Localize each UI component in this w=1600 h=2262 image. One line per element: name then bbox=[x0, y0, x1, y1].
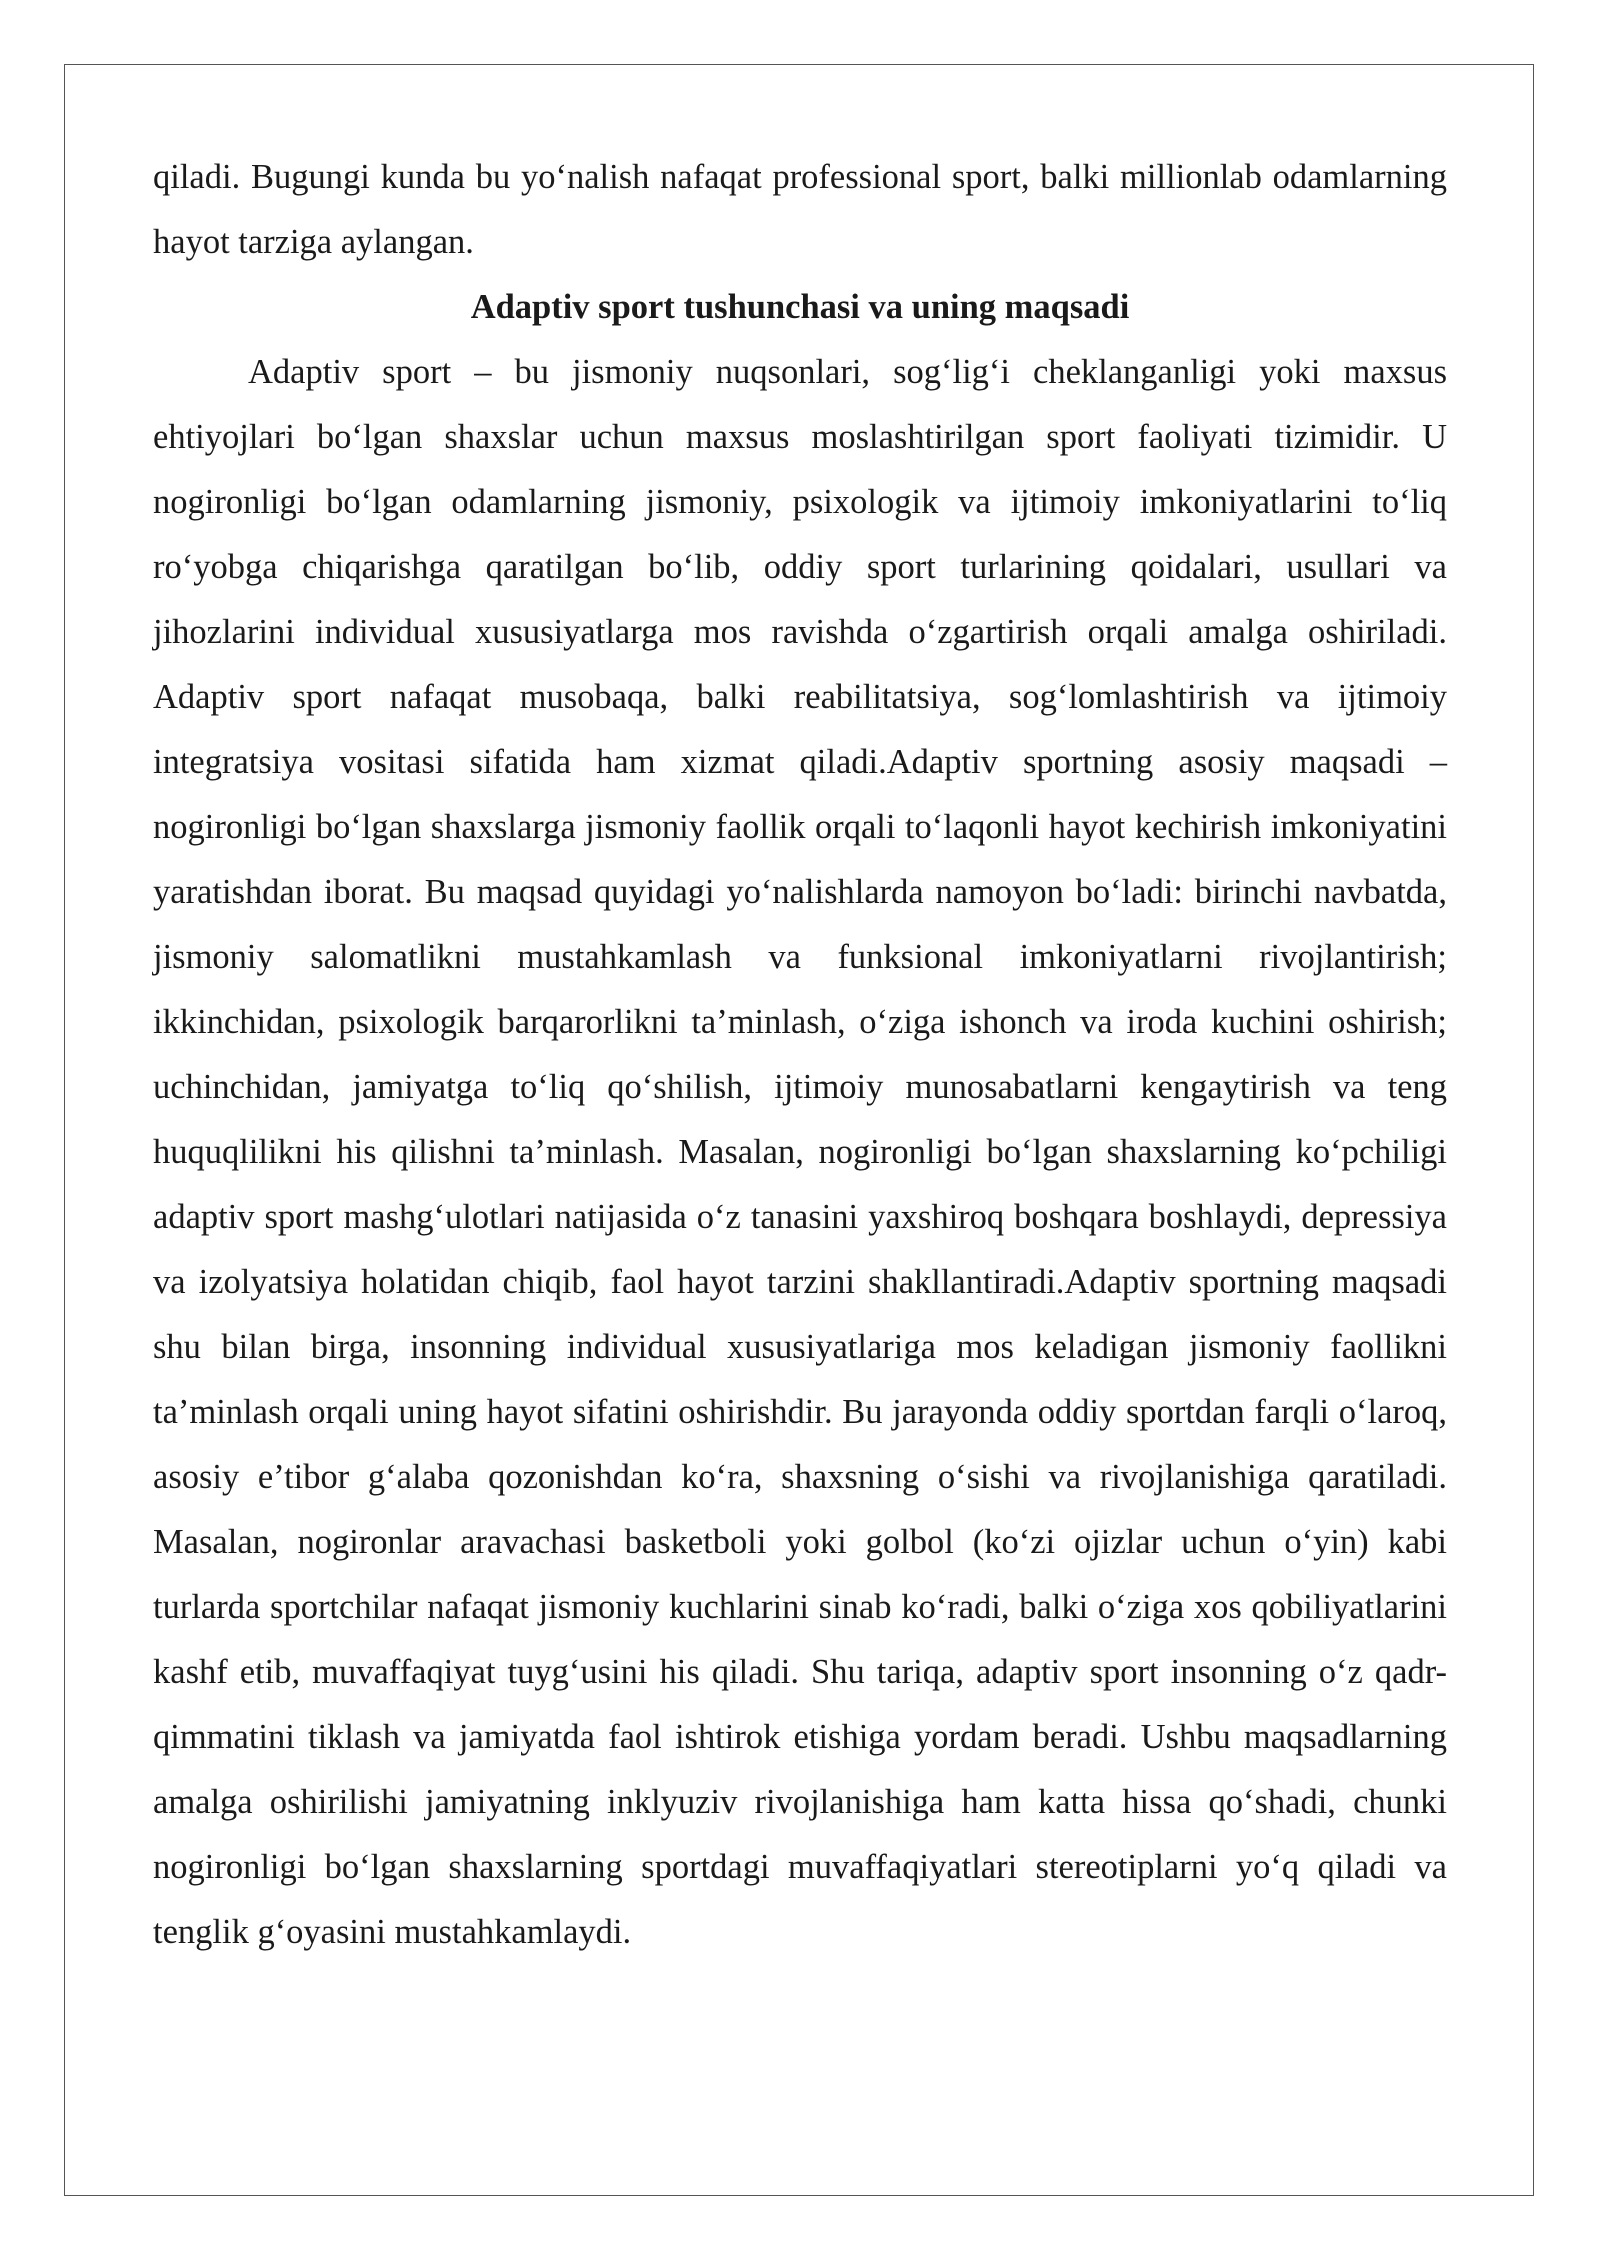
section-heading: Adaptiv sport tushunchasi va uning maqsadi bbox=[470, 288, 1130, 326]
intro-paragraph: qiladi. Bugungi kunda bu yo‘nalish nafaqat professional sport, balki millionlab odamlarning hayot tarziga aylangan. bbox=[153, 158, 1447, 261]
document-body bbox=[153, 145, 1447, 1965]
body-paragraph: Adaptiv sport – bu jismoniy nuqsonlari, sog‘lig‘i cheklanganligi yoki maxsus ehtiyojlari bo‘lgan shaxslar uchun maxsus moslashtirilgan sport faoliyati tizimidir. U nogironligi bo‘lgan odamlarning jismoniy, psixologik va ijtimoiy imkoniyatlarini to‘liq ro‘yobga chiqarishga qaratilgan bo‘lib, oddiy sport turlarining qoidalari, usullari va jihozlarini individual xususiyatlarga mos ravishda o‘zgartirish orqali amalga oshiriladi. Adaptiv sport nafaqat musobaqa, balki reabilitatsiya, sog‘lomlashtirish va ijtimoiy integratsiya vositasi sifatida ham xizmat qiladi.Adaptiv sportning asosiy maqsadi – nogironligi bo‘lgan shaxslarga jismoniy faollik orqali to‘laqonli hayot kechirish imkoniyatini yaratishdan iborat. Bu maqsad quyidagi yo‘nalishlarda namoyon bo‘ladi: birinchi navbatda, jismoniy salomatlikni mustahkamlash va funksional imkoniyatlarni rivojlantirish; ikkinchidan, psixologik barqarorlikni ta’minlash, o‘ziga ishonch va iroda kuchini oshirish; uchinchidan, jamiyatga to‘liq qo‘shilish, ijtimoiy munosabatlarni kengaytirish va teng huquqlilikni his qilishni ta’minlash. Masalan, nogironligi bo‘lgan shaxslarning ko‘pchiligi adaptiv sport mashg‘ulotlari natijasida o‘z tanasini yaxshiroq boshqara boshlaydi, depressiya va izolyatsiya holatidan chiqib, faol hayot tarzini shakllantiradi.Adaptiv sportning maqsadi shu bilan birga, insonning individual xususiyatlariga mos keladigan jismoniy faollikni ta’minlash orqali uning hayot sifatini oshirishdir. Bu jarayonda oddiy sportdan farqli o‘laroq, asosiy e’tibor g‘alaba qozonishdan ko‘ra, shaxsning o‘sishi va rivojlanishiga qaratiladi. Masalan, nogironlar aravachasi basketboli yoki golbol (ko‘zi ojizlar uchun o‘yin) kabi turlarda sportchilar nafaqat jismoniy kuchlarini sinab ko‘radi, balki o‘ziga xos qobiliyatlarini kashf etib, muvaffaqiyat tuyg‘usini his qiladi. Shu tariqa, adaptiv sport insonning o‘z qadr-qimmatini tiklash va jamiyatda faol ishtirok etishiga yordam beradi. Ushbu maqsadlarning amalga oshirilishi jamiyatning inklyuziv rivojlanishiga ham katta hissa qo‘shadi, chunki nogironligi bo‘lgan shaxslarning sportdagi muvaffaqiyatlari stereotiplarni yo‘q qiladi va tenglik g‘oyasini mustahkamlaydi. bbox=[153, 353, 1447, 1951]
